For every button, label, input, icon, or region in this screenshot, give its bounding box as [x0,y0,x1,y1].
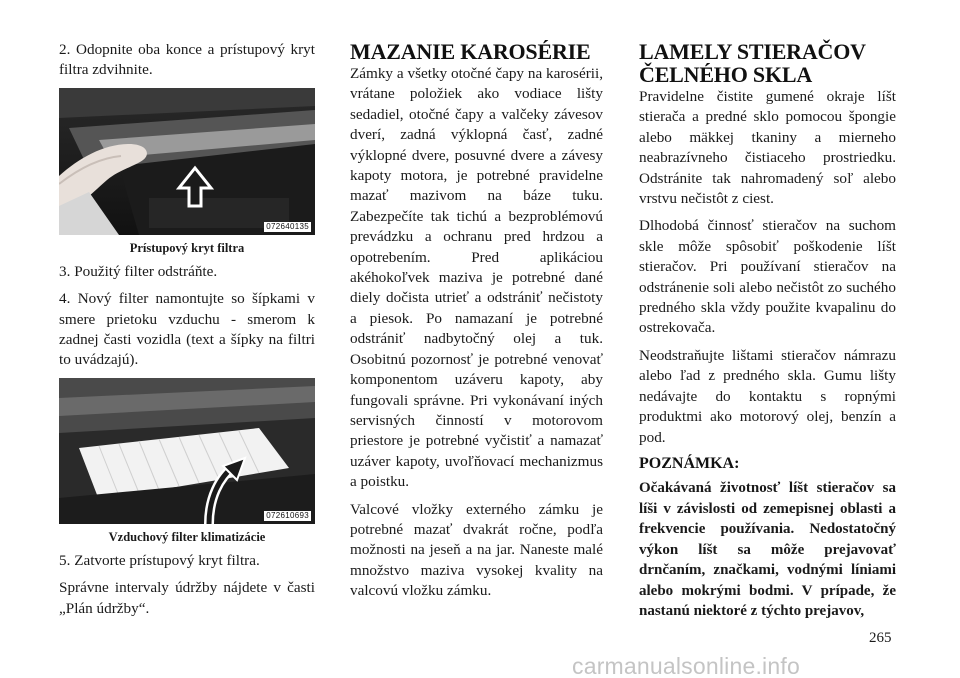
wiper-blades-heading-line-2: ČELNÉHO SKLA [639,62,813,87]
maintenance-schedule-text: Správne intervaly údržby nájdete v časti „Plán údržby“. [59,579,315,617]
note-text: Očakávaná životnosť líšt stieračov sa líši v závislosti od zemepisnej oblasti a frekvencie používania. Nedostatočný výkon líšt sa môže prejavovať drnčaním, značkami, vodnými líniami alebo mokrými bodmi. V prípade, že nastanú niektoré z týchto prejavov, [639,479,896,620]
filter-access-cover-figure [59,88,315,235]
middle-column [350,40,603,609]
figure-2-code: 072610693 [266,510,309,520]
body-lubrication-heading: MAZANIE KAROSÉRIE [350,39,591,64]
body-lubrication-paragraph-1: Zámky a všetky otočné čapy na karosérii, vrátane položiek ako vodiace lišty sedadiel, otočné čapy a valčeky závesov dverí, zadná výklopná časť, zadné výklopné dvere, posuvné dvere a závesy kapoty motora, je potrebné pravidelne mazať mazivom na báze tuku. Zabezpečíte tak tichú a bezproblémovú prevádzku a ochranu pred hrdzou a opotrebením. Pred aplikáciou akéhokoľvek maziva je potrebné dané diely dočista utrieť a odstrániť nečistoty a piesok. Po namazaní je potrebné odstrániť nadbytočný olej a tuk. Osobitnú pozornosť je potrebné venovať komponentom uzáveru kapoty, aby fungovali správne. Pri vykonávaní iných servisných činností v motorovom priestore je potrebné vyčistiť a namazať uzáver kapoty, uvoľňovací mechanizmus a poistku. [350,65,603,491]
step-4-text: 4. Nový filter namontujte so šípkami v smere prietoku vzduchu - smerom k zadnej časti vozidla (text a šípky na filtri to uvádzajú). [59,290,315,369]
step-2-text: 2. Odopnite oba konce a prístupový kryt filtra zdvihnite. [59,41,315,79]
right-column [639,40,896,629]
page-number: 265 [869,630,892,646]
wiper-paragraph-1: Pravidelne čistite gumené okraje líšt stierača a predné sklo pomocou špongie alebo mäkkej tkaniny a mierneho neabrazívneho čistiaceho prostriedku. Odstránite tak nahromadený soľ alebo vrstvu nečistôt z ciest. [639,88,896,208]
cabin-filter-photo [59,378,315,524]
note-heading: POZNÁMKA: [639,454,740,472]
filter-cover-photo [59,88,315,235]
cabin-air-filter-figure [59,378,315,524]
step-5-text: 5. Zatvorte prístupový kryt filtra. [59,551,260,569]
wiper-paragraph-3: Neodstraňujte lištami stieračov námrazu alebo ľad z predného skla. Gumu lišty nedávajte do kontaktu s ropnými produktmi ako motorový olej, benzín a pod. [639,346,896,446]
body-lubrication-paragraph-2: Valcové vložky externého zámku je potrebné mazať dvakrát ročne, podľa možnosti na jeseň a na jar. Naneste malé množstvo maziva vysokej kvality na valcovú vložku zámku. [350,500,603,600]
figure-1-caption: Prístupový kryt filtra [129,240,245,255]
watermark: carmanualsonline.info [572,653,800,678]
figure-2-caption: Vzduchový filter klimatizácie [108,529,266,544]
figure-1-code: 072640135 [266,221,309,231]
wiper-paragraph-2: Dlhodobá činnosť stieračov na suchom skle môže spôsobiť poškodenie líšt stieračov. Pri používaní stieračov na odstránenie soli alebo nečistôt zo suchého predného skla vždy použite kvapalinu do ostrekovača. [639,217,896,337]
step-3-text: 3. Použitý filter odstráňte. [59,262,218,280]
left-column [59,40,315,626]
wiper-blades-heading-line-1: LAMELY STIERAČOV [639,39,866,64]
wiper-blades-heading [639,40,896,86]
